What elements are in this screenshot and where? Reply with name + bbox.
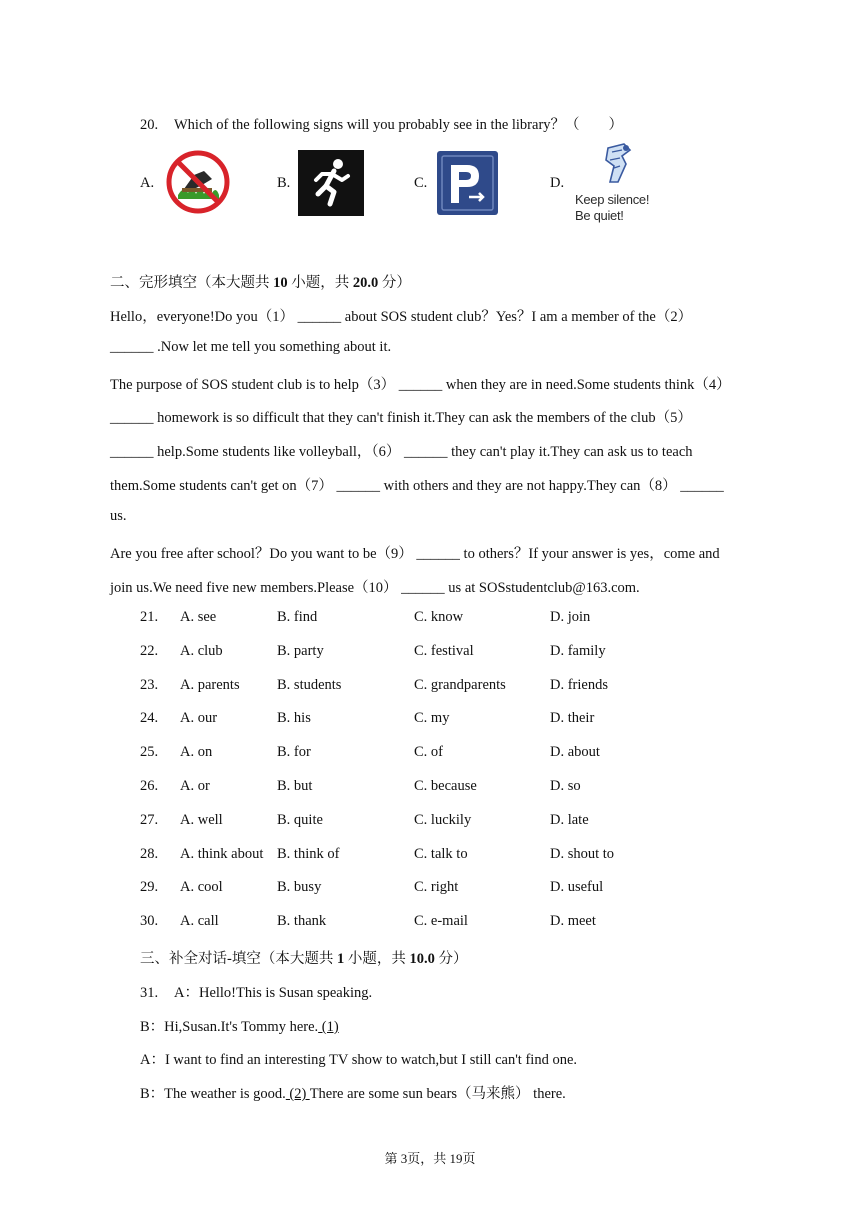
- section-question-count: 1: [336, 951, 345, 967]
- section-score: 10.0: [409, 951, 435, 967]
- passage-line: them.Some students can't get on（7） ______ with others and they are not happy.They can（8） ______: [110, 478, 724, 494]
- choice-number: 24.: [140, 710, 159, 727]
- question-20: [140, 113, 623, 134]
- passage-line: join us.We need five new members.Please（10） ______ us at SOSstudentclub@163.com.: [110, 580, 640, 596]
- dialogue-line-3: A：I want to find an interesting TV show to watch,but I still can't find one.: [140, 1052, 578, 1068]
- option-c: C. know: [414, 609, 464, 625]
- option-a: A. cool: [180, 879, 223, 896]
- passage-line: us.: [110, 508, 127, 524]
- choice-number: 25.: [140, 744, 159, 761]
- option-a: A. call: [180, 913, 219, 930]
- option-a: A. see: [180, 609, 217, 625]
- option-d: D. so: [550, 778, 581, 794]
- option-d: D. friends: [550, 676, 608, 693]
- option-c: C. because: [414, 778, 477, 794]
- option-c: C. my: [414, 710, 450, 727]
- passage-line: ______ homework is so difficult that they can't finish it.They can ask the members of the club（5）: [110, 410, 692, 426]
- passage-line: The purpose of SOS student club is to help（3） ______ when they are in need.Some students think（4）: [110, 377, 731, 393]
- blank-2: (2): [285, 1086, 310, 1102]
- sign-text-line1: Keep silence!: [575, 192, 650, 207]
- option-c: C. grandparents: [414, 676, 506, 693]
- dialogue-text: B：The weather is good.: [140, 1086, 286, 1102]
- option-a: A. or: [180, 778, 210, 794]
- choice-number: 23.: [140, 676, 159, 693]
- option-d: D. meet: [550, 913, 596, 930]
- choice-number: 29.: [140, 879, 159, 896]
- silence-sign-icon: [600, 142, 636, 184]
- choice-number: 28.: [140, 845, 159, 862]
- option-b: B. think of: [277, 845, 340, 862]
- question-text: Which of the following signs will you probably see in the library？（ ）: [174, 117, 624, 133]
- parking-icon: [437, 151, 498, 215]
- option-a: A. well: [180, 811, 223, 828]
- option-c: C. talk to: [414, 845, 468, 862]
- choice-number: 21.: [140, 609, 159, 625]
- passage-line: ______ help.Some students like volleyball，（6） ______ they can't play it.They can ask us to teach: [110, 444, 693, 460]
- choice-number: 30.: [140, 913, 159, 930]
- option-b-label: B.: [277, 175, 291, 191]
- option-b: B. thank: [277, 913, 327, 930]
- option-b: B. for: [277, 744, 311, 761]
- dialogue-line-2: [140, 1015, 339, 1036]
- section-title-text: 三、补全对话-填空（本大题共: [140, 951, 337, 967]
- option-d: D. useful: [550, 879, 604, 896]
- passage-line: Are you free after school？Do you want to be（9） ______ to others？If your answer is yes，come and: [110, 546, 720, 562]
- blank-1: (1): [318, 1019, 339, 1035]
- option-b: B. his: [277, 710, 311, 727]
- section-question-count: 10: [273, 275, 288, 291]
- option-c: C. of: [414, 744, 443, 761]
- running-person-icon: [298, 150, 364, 216]
- option-d: D. family: [550, 642, 606, 659]
- option-d: D. about: [550, 744, 600, 761]
- question-number: 20.: [140, 117, 159, 133]
- option-a: A. think about: [180, 845, 264, 862]
- dialogue-line-1: [140, 981, 372, 1002]
- option-a-label: A.: [140, 175, 155, 191]
- dialogue-text: There are some sun bears（马来熊） there.: [309, 1086, 566, 1102]
- option-a: A. on: [180, 744, 213, 761]
- section-title-text: 小题，共: [344, 951, 410, 967]
- passage-line: Hello，everyone!Do you（1） ______ about SOS student club？Yes？I am a member of the（2）: [110, 309, 693, 325]
- section-title-text: 二、完形填空（本大题共: [110, 275, 274, 291]
- option-d: D. late: [550, 811, 589, 828]
- option-a: A. parents: [180, 676, 240, 693]
- option-d: D. shout to: [550, 845, 615, 862]
- option-b: B. party: [277, 642, 324, 659]
- option-b: B. quite: [277, 811, 323, 828]
- option-c-label: C.: [414, 175, 428, 191]
- choice-number: 27.: [140, 811, 159, 828]
- dialogue-line-4: [140, 1082, 566, 1103]
- sign-text-line2: Be quiet!: [575, 208, 624, 223]
- section-score: 20.0: [352, 275, 379, 291]
- option-b: B. but: [277, 778, 313, 794]
- dialogue-text: B：Hi,Susan.It's Tommy here.: [140, 1019, 319, 1035]
- section-title-text: 分）: [378, 275, 411, 291]
- choice-number: 22.: [140, 642, 159, 659]
- passage-line: ______ .Now let me tell you something about it.: [110, 339, 392, 355]
- option-a: A. our: [180, 710, 218, 727]
- section-3-title: [140, 947, 467, 968]
- option-a: A. club: [180, 642, 223, 659]
- section-title-text: 小题，共: [287, 275, 353, 291]
- option-b: B. students: [277, 676, 342, 693]
- option-b: B. find: [277, 609, 318, 625]
- question-number: 31.: [140, 985, 159, 1001]
- dialogue-text: A：Hello!This is Susan speaking.: [174, 985, 373, 1001]
- section-2-title: [110, 271, 411, 292]
- option-c: C. e-mail: [414, 913, 468, 930]
- no-grass-icon: [164, 149, 232, 215]
- option-d: D. join: [550, 609, 591, 625]
- silence-sign: [572, 142, 664, 226]
- option-b: B. busy: [277, 879, 322, 896]
- section-title-text: 分）: [434, 951, 468, 967]
- option-d: D. their: [550, 710, 595, 727]
- option-c: C. festival: [414, 642, 474, 659]
- option-c: C. luckily: [414, 811, 472, 828]
- option-c: C. right: [414, 879, 459, 896]
- choice-number: 26.: [140, 778, 159, 794]
- page-footer: 第 3页，共 19页: [384, 1151, 476, 1166]
- option-d-label: D.: [550, 175, 565, 191]
